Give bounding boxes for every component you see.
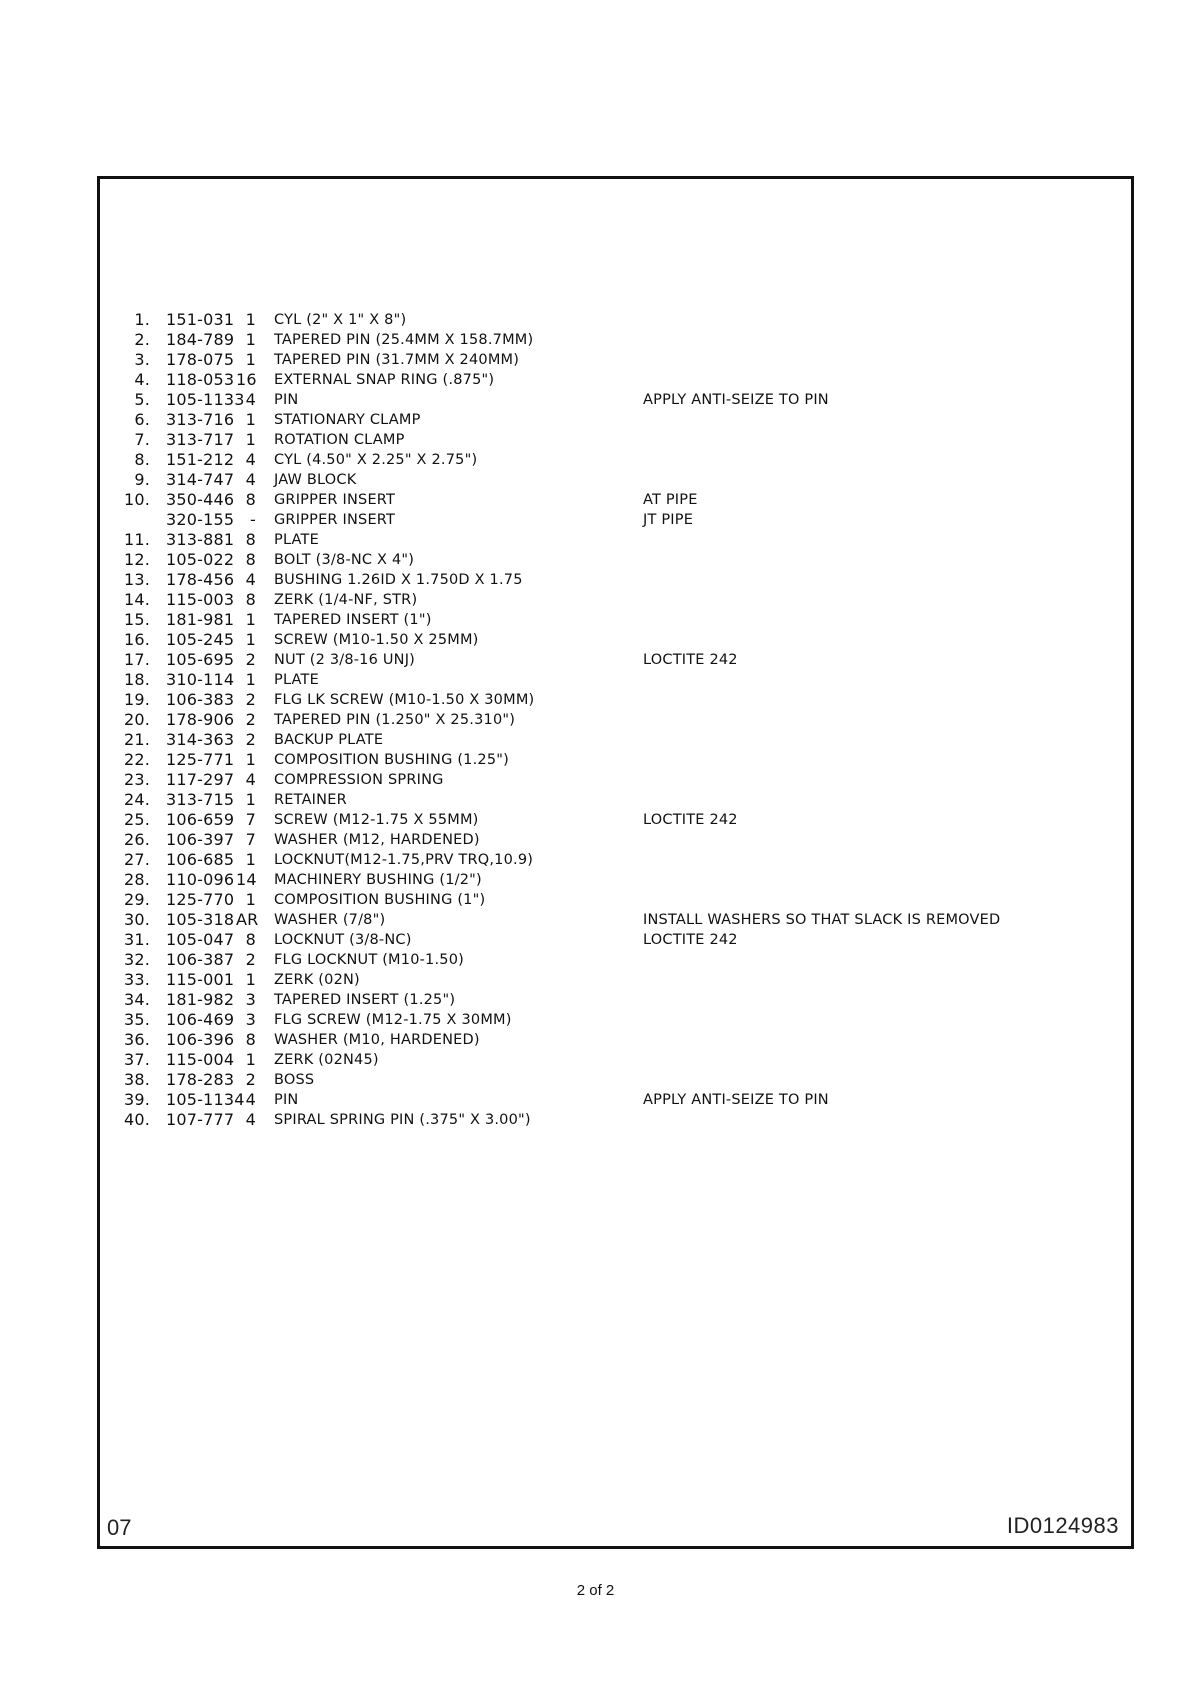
page-number: 2 of 2 bbox=[576, 1582, 615, 1599]
item-number: 22. bbox=[123, 750, 150, 769]
parts-list bbox=[100, 310, 1131, 1130]
quantity: 8 bbox=[245, 1030, 256, 1049]
parts-list-row bbox=[100, 650, 1131, 670]
item-number: 39. bbox=[123, 1090, 150, 1109]
part-number: 184-789 bbox=[166, 330, 235, 349]
parts-list-row bbox=[100, 950, 1131, 970]
part-number: 313-881 bbox=[166, 530, 235, 549]
quantity: 1 bbox=[245, 630, 256, 649]
item-number: 30. bbox=[123, 910, 150, 929]
description: LOCKNUT(M12-1.75,PRV TRQ,10.9) bbox=[274, 852, 534, 868]
quantity: 8 bbox=[245, 530, 256, 549]
description: LOCKNUT (3/8-NC) bbox=[274, 932, 412, 948]
parts-list-row bbox=[100, 930, 1131, 950]
part-number: 314-747 bbox=[166, 470, 235, 489]
item-number: 17. bbox=[123, 650, 150, 669]
item-number: 21. bbox=[123, 730, 150, 749]
part-number: 115-001 bbox=[166, 970, 235, 989]
parts-list-row bbox=[100, 1030, 1131, 1050]
part-number: 117-297 bbox=[166, 770, 235, 789]
quantity: 8 bbox=[245, 590, 256, 609]
parts-list-row bbox=[100, 1070, 1131, 1090]
parts-list-row bbox=[100, 730, 1131, 750]
parts-list-row bbox=[100, 770, 1131, 790]
description: TAPERED INSERT (1") bbox=[274, 612, 432, 628]
description: GRIPPER INSERT bbox=[274, 492, 396, 508]
part-number: 181-981 bbox=[166, 610, 235, 629]
note: JT PIPE bbox=[643, 512, 694, 528]
item-number: 10. bbox=[123, 490, 150, 509]
description: PIN bbox=[274, 392, 299, 408]
part-number: 106-387 bbox=[166, 950, 235, 969]
description: TAPERED PIN (1.250" X 25.310") bbox=[274, 712, 516, 728]
part-number: 350-446 bbox=[166, 490, 235, 509]
note: LOCTITE 242 bbox=[643, 652, 738, 668]
item-number: 27. bbox=[123, 850, 150, 869]
note: APPLY ANTI-SEIZE TO PIN bbox=[643, 392, 829, 408]
quantity: 7 bbox=[245, 810, 256, 829]
parts-list-row bbox=[100, 590, 1131, 610]
part-number: 314-363 bbox=[166, 730, 235, 749]
part-number: 107-777 bbox=[166, 1110, 235, 1129]
quantity: 2 bbox=[245, 950, 256, 969]
quantity: 1 bbox=[245, 790, 256, 809]
description: TAPERED PIN (31.7MM X 240MM) bbox=[274, 352, 520, 368]
description: PLATE bbox=[274, 672, 319, 688]
part-number: 105-047 bbox=[166, 930, 235, 949]
parts-list-row bbox=[100, 910, 1131, 930]
item-number: 2. bbox=[134, 330, 150, 349]
item-number: 16. bbox=[123, 630, 150, 649]
part-number: 178-283 bbox=[166, 1070, 235, 1089]
item-number: 15. bbox=[123, 610, 150, 629]
description: WASHER (7/8") bbox=[274, 912, 386, 928]
description: TAPERED INSERT (1.25") bbox=[274, 992, 456, 1008]
parts-list-row bbox=[100, 630, 1131, 650]
description: ZERK (1/4-NF, STR) bbox=[274, 592, 418, 608]
parts-list-row bbox=[100, 470, 1131, 490]
description: SCREW (M10-1.50 X 25MM) bbox=[274, 632, 479, 648]
part-number: 151-031 bbox=[166, 310, 235, 329]
parts-list-row bbox=[100, 550, 1131, 570]
description: SCREW (M12-1.75 X 55MM) bbox=[274, 812, 479, 828]
parts-list-row bbox=[100, 830, 1131, 850]
description: CYL (4.50" X 2.25" X 2.75") bbox=[274, 452, 478, 468]
parts-list-row bbox=[100, 350, 1131, 370]
description: NUT (2 3/8-16 UNJ) bbox=[274, 652, 416, 668]
item-number: 3. bbox=[134, 350, 150, 369]
item-number: 11. bbox=[123, 530, 150, 549]
quantity: 14 bbox=[236, 870, 257, 889]
parts-list-row bbox=[100, 1090, 1131, 1110]
description: ROTATION CLAMP bbox=[274, 432, 405, 448]
description: BUSHING 1.26ID X 1.750D X 1.75 bbox=[274, 572, 523, 588]
description: EXTERNAL SNAP RING (.875") bbox=[274, 372, 495, 388]
description: STATIONARY CLAMP bbox=[274, 412, 421, 428]
part-number: 106-396 bbox=[166, 1030, 235, 1049]
part-number: 310-114 bbox=[166, 670, 235, 689]
quantity: 1 bbox=[245, 410, 256, 429]
quantity: 3 bbox=[245, 990, 256, 1009]
parts-list-row bbox=[100, 870, 1131, 890]
parts-list-row bbox=[100, 530, 1131, 550]
part-number: 105-695 bbox=[166, 650, 235, 669]
part-number: 313-717 bbox=[166, 430, 235, 449]
parts-list-row bbox=[100, 610, 1131, 630]
item-number: 33. bbox=[123, 970, 150, 989]
part-number: 106-397 bbox=[166, 830, 235, 849]
description: COMPOSITION BUSHING (1.25") bbox=[274, 752, 509, 768]
description: JAW BLOCK bbox=[274, 472, 357, 488]
parts-list-row bbox=[100, 310, 1131, 330]
item-number: 14. bbox=[123, 590, 150, 609]
quantity: 1 bbox=[245, 610, 256, 629]
part-number: 105-318 bbox=[166, 910, 235, 929]
quantity: 7 bbox=[245, 830, 256, 849]
item-number: 5. bbox=[134, 390, 150, 409]
part-number: 125-770 bbox=[166, 890, 235, 909]
quantity: AR bbox=[236, 910, 259, 929]
quantity: 1 bbox=[245, 330, 256, 349]
quantity: 4 bbox=[245, 770, 256, 789]
description: ZERK (02N45) bbox=[274, 1052, 379, 1068]
description: SPIRAL SPRING PIN (.375" X 3.00") bbox=[274, 1112, 531, 1128]
description: COMPOSITION BUSHING (1") bbox=[274, 892, 486, 908]
quantity: 2 bbox=[245, 1070, 256, 1089]
part-number: 106-659 bbox=[166, 810, 235, 829]
item-number: 31. bbox=[123, 930, 150, 949]
description: WASHER (M12, HARDENED) bbox=[274, 832, 480, 848]
item-number: 4. bbox=[134, 370, 150, 389]
quantity: 1 bbox=[245, 850, 256, 869]
quantity: 1 bbox=[245, 350, 256, 369]
quantity: 2 bbox=[245, 690, 256, 709]
description: FLG LOCKNUT (M10-1.50) bbox=[274, 952, 464, 968]
description: BOLT (3/8-NC X 4") bbox=[274, 552, 415, 568]
item-number: 35. bbox=[123, 1010, 150, 1029]
part-number: 115-003 bbox=[166, 590, 235, 609]
parts-list-row bbox=[100, 790, 1131, 810]
quantity: 2 bbox=[245, 730, 256, 749]
description: TAPERED PIN (25.4MM X 158.7MM) bbox=[274, 332, 534, 348]
part-number: 313-716 bbox=[166, 410, 235, 429]
parts-list-row bbox=[100, 810, 1131, 830]
item-number: 1. bbox=[134, 310, 150, 329]
part-number: 105-1134 bbox=[166, 1090, 245, 1109]
item-number: 19. bbox=[123, 690, 150, 709]
item-number: 36. bbox=[123, 1030, 150, 1049]
revision-number: 07 bbox=[107, 1515, 132, 1540]
document-id: ID0124983 bbox=[1006, 1513, 1119, 1538]
part-number: 105-022 bbox=[166, 550, 235, 569]
parts-list-row bbox=[100, 450, 1131, 470]
quantity: 8 bbox=[245, 490, 256, 509]
quantity: 1 bbox=[245, 670, 256, 689]
item-number: 6. bbox=[134, 410, 150, 429]
parts-list-row bbox=[100, 690, 1131, 710]
item-number: 8. bbox=[134, 450, 150, 469]
item-number: 34. bbox=[123, 990, 150, 1009]
parts-list-row bbox=[100, 490, 1131, 510]
description: ZERK (02N) bbox=[274, 972, 360, 988]
part-number: 105-1133 bbox=[166, 390, 245, 409]
parts-list-row bbox=[100, 390, 1131, 410]
parts-list-row bbox=[100, 990, 1131, 1010]
parts-list-row bbox=[100, 850, 1131, 870]
quantity: 2 bbox=[245, 710, 256, 729]
part-number: 178-456 bbox=[166, 570, 235, 589]
item-number: 24. bbox=[123, 790, 150, 809]
quantity: - bbox=[250, 510, 256, 529]
description: FLG SCREW (M12-1.75 X 30MM) bbox=[274, 1012, 512, 1028]
item-number: 26. bbox=[123, 830, 150, 849]
quantity: 4 bbox=[245, 1090, 256, 1109]
item-number: 37. bbox=[123, 1050, 150, 1069]
parts-list-row bbox=[100, 750, 1131, 770]
note: INSTALL WASHERS SO THAT SLACK IS REMOVED bbox=[643, 912, 1001, 928]
item-number: 40. bbox=[123, 1110, 150, 1129]
item-number: 7. bbox=[134, 430, 150, 449]
parts-list-row bbox=[100, 670, 1131, 690]
parts-list-row bbox=[100, 410, 1131, 430]
part-number: 320-155 bbox=[166, 510, 235, 529]
part-number: 118-053 bbox=[166, 370, 235, 389]
quantity: 1 bbox=[245, 970, 256, 989]
quantity: 16 bbox=[236, 370, 257, 389]
parts-list-row bbox=[100, 570, 1131, 590]
item-number: 38. bbox=[123, 1070, 150, 1089]
description: PIN bbox=[274, 1092, 299, 1108]
part-number: 178-906 bbox=[166, 710, 235, 729]
note: APPLY ANTI-SEIZE TO PIN bbox=[643, 1092, 829, 1108]
item-number: 18. bbox=[123, 670, 150, 689]
drawing-frame bbox=[97, 176, 1134, 1549]
description: WASHER (M10, HARDENED) bbox=[274, 1032, 480, 1048]
description: RETAINER bbox=[274, 792, 347, 808]
quantity: 4 bbox=[245, 570, 256, 589]
part-number: 181-982 bbox=[166, 990, 235, 1009]
parts-list-row bbox=[100, 370, 1131, 390]
part-number: 105-245 bbox=[166, 630, 235, 649]
parts-list-row bbox=[100, 510, 1131, 530]
quantity: 4 bbox=[245, 470, 256, 489]
parts-list-row bbox=[100, 1110, 1131, 1130]
item-number: 28. bbox=[123, 870, 150, 889]
quantity: 4 bbox=[245, 1110, 256, 1129]
parts-list-row bbox=[100, 330, 1131, 350]
item-number: 25. bbox=[123, 810, 150, 829]
part-number: 106-469 bbox=[166, 1010, 235, 1029]
quantity: 1 bbox=[245, 310, 256, 329]
item-number: 23. bbox=[123, 770, 150, 789]
note: AT PIPE bbox=[643, 492, 698, 508]
note: LOCTITE 242 bbox=[643, 812, 738, 828]
part-number: 151-212 bbox=[166, 450, 235, 469]
description: FLG LK SCREW (M10-1.50 X 30MM) bbox=[274, 692, 535, 708]
description: PLATE bbox=[274, 532, 319, 548]
part-number: 313-715 bbox=[166, 790, 235, 809]
item-number: 13. bbox=[123, 570, 150, 589]
description: GRIPPER INSERT bbox=[274, 512, 396, 528]
quantity: 2 bbox=[245, 650, 256, 669]
parts-list-row bbox=[100, 1050, 1131, 1070]
parts-list-row bbox=[100, 430, 1131, 450]
item-number: 20. bbox=[123, 710, 150, 729]
parts-list-row bbox=[100, 970, 1131, 990]
part-number: 106-685 bbox=[166, 850, 235, 869]
description: BACKUP PLATE bbox=[274, 732, 384, 748]
quantity: 8 bbox=[245, 930, 256, 949]
quantity: 1 bbox=[245, 750, 256, 769]
part-number: 106-383 bbox=[166, 690, 235, 709]
quantity: 4 bbox=[245, 450, 256, 469]
description: COMPRESSION SPRING bbox=[274, 772, 444, 788]
quantity: 8 bbox=[245, 550, 256, 569]
parts-list-row bbox=[100, 1010, 1131, 1030]
item-number: 32. bbox=[123, 950, 150, 969]
quantity: 3 bbox=[245, 1010, 256, 1029]
part-number: 178-075 bbox=[166, 350, 235, 369]
parts-list-row bbox=[100, 890, 1131, 910]
part-number: 115-004 bbox=[166, 1050, 235, 1069]
quantity: 4 bbox=[245, 390, 256, 409]
description: CYL (2" X 1" X 8") bbox=[274, 312, 407, 328]
part-number: 125-771 bbox=[166, 750, 235, 769]
item-number: 29. bbox=[123, 890, 150, 909]
item-number: 12. bbox=[123, 550, 150, 569]
parts-list-row bbox=[100, 710, 1131, 730]
quantity: 1 bbox=[245, 430, 256, 449]
description: BOSS bbox=[274, 1072, 315, 1088]
item-number: 9. bbox=[134, 470, 150, 489]
quantity: 1 bbox=[245, 890, 256, 909]
quantity: 1 bbox=[245, 1050, 256, 1069]
note: LOCTITE 242 bbox=[643, 932, 738, 948]
description: MACHINERY BUSHING (1/2") bbox=[274, 872, 482, 888]
part-number: 110-096 bbox=[166, 870, 235, 889]
